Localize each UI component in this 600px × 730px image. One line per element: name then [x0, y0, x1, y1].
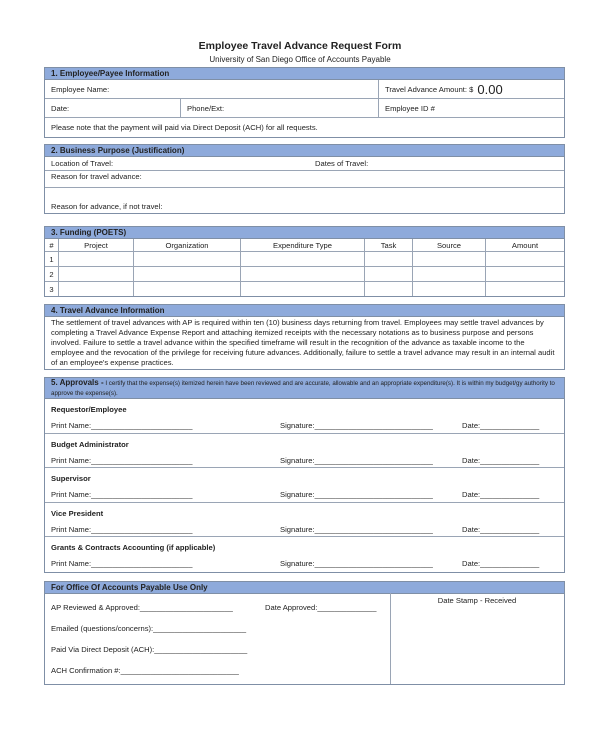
amount-cell[interactable]	[486, 252, 565, 267]
paid-via-ach-field[interactable]: Paid Via Direct Deposit (ACH):______________________	[51, 645, 248, 654]
approval-supervisor	[45, 468, 564, 503]
project-cell[interactable]	[59, 252, 134, 267]
ap-reviewed-field[interactable]: AP Reviewed & Approved:______________________	[51, 603, 233, 612]
location-field[interactable]	[45, 157, 309, 170]
section-header: 2. Business Purpose (Justification)	[45, 145, 564, 157]
funding-header-row	[45, 239, 564, 252]
print-name-field[interactable]: Print Name:________________________	[51, 524, 193, 534]
phone-label: Phone/Ext:	[187, 103, 225, 113]
approvals-header	[45, 378, 564, 399]
section-business-purpose	[44, 144, 565, 214]
role-label: Budget Administrator	[51, 439, 129, 449]
date-field[interactable]: Date:______________	[462, 524, 540, 534]
section-header: For Office Of Accounts Payable Use Only	[45, 582, 564, 594]
print-name-field[interactable]: Print Name:________________________	[51, 490, 193, 500]
employee-name-row	[45, 80, 564, 99]
column-header: Task	[365, 239, 413, 252]
source-cell[interactable]	[413, 252, 486, 267]
approvals-title: 5. Approvals -	[51, 378, 104, 387]
signature-field[interactable]: Signature:____________________________	[280, 455, 433, 465]
section-funding	[44, 226, 565, 297]
column-header: Source	[413, 239, 486, 252]
column-header: Project	[59, 239, 134, 252]
organization-cell[interactable]	[134, 252, 241, 267]
date-field[interactable]: Date:______________	[462, 421, 540, 430]
project-cell[interactable]	[59, 267, 134, 282]
funding-table	[45, 239, 564, 296]
section-header: 1. Employee/Payee Information	[45, 68, 564, 80]
employee-id-label: Employee ID #	[385, 103, 435, 113]
role-label: Vice President	[51, 508, 104, 518]
approval-budget-admin	[45, 434, 564, 469]
section-header: 4. Travel Advance Information	[45, 305, 564, 317]
amount-field[interactable]	[378, 80, 564, 98]
date-label: Date:	[51, 103, 70, 113]
section-travel-advance-info	[44, 304, 565, 370]
office-fields	[45, 593, 391, 684]
project-cell[interactable]	[59, 282, 134, 297]
task-cell[interactable]	[365, 252, 413, 267]
employee-id-field[interactable]	[378, 99, 564, 117]
print-name-field[interactable]: Print Name:________________________	[51, 421, 193, 430]
date-field[interactable]: Date:______________	[462, 559, 540, 569]
date-field[interactable]	[45, 99, 180, 117]
reason-not-travel-label: Reason for advance, if not travel:	[51, 202, 163, 211]
row-number: 3	[45, 282, 59, 297]
date-stamp-box	[390, 593, 564, 684]
section-office-use	[44, 581, 565, 685]
form-title: Employee Travel Advance Request Form	[198, 40, 402, 52]
row-number: 2	[45, 267, 59, 282]
section-employee-info	[44, 67, 565, 138]
travel-advance-policy-text: The settlement of travel advances with AP is required within ten (10) business days returning from travel. Employees may settle travel advances by completing a Travel Advance Expense Report and attaching itemized receipts with the necessary notations as to business purpose and persons involved. Failure to settle a travel advance within the specified timeframe will result in the recognition of the advance as taxable income to the employee and the revocation of the privilege for receiving future advances. Additionally, failure to settle a travel advance may result in an internal audit of an employee's expense practices.	[51, 318, 555, 367]
section-approvals	[44, 377, 565, 573]
dates-field[interactable]	[309, 157, 564, 170]
source-cell[interactable]	[413, 282, 486, 297]
section-header: 3. Funding (POETS)	[45, 227, 564, 239]
ach-note: Please note that the payment will paid via Direct Deposit (ACH) for all requests.	[51, 123, 318, 132]
date-field[interactable]: Date:______________	[462, 490, 540, 500]
signature-field[interactable]: Signature:____________________________	[280, 559, 433, 569]
reason-row	[45, 171, 564, 188]
amount-cell[interactable]	[486, 282, 565, 297]
signature-field[interactable]: Signature:____________________________	[280, 490, 433, 500]
date-row	[45, 99, 564, 118]
amount-label: Travel Advance Amount: $	[385, 84, 474, 94]
reason-not-travel-field[interactable]	[45, 188, 564, 213]
phone-field[interactable]	[180, 99, 378, 117]
dates-label: Dates of Travel:	[315, 159, 369, 168]
organization-cell[interactable]	[134, 267, 241, 282]
column-header: Expenditure Type	[241, 239, 365, 252]
expenditure-type-cell[interactable]	[241, 267, 365, 282]
form-subtitle: University of San Diego Office of Accounts Payable	[209, 55, 391, 64]
location-label: Location of Travel:	[51, 159, 114, 168]
organization-cell[interactable]	[134, 282, 241, 297]
column-header: #	[45, 239, 59, 252]
role-label: Supervisor	[51, 474, 91, 484]
employee-name-field[interactable]	[45, 80, 378, 98]
ach-confirmation-field[interactable]: ACH Confirmation #:____________________________	[51, 666, 239, 675]
expenditure-type-cell[interactable]	[241, 252, 365, 267]
employee-name-label: Employee Name:	[51, 84, 110, 94]
approval-vice-president	[45, 503, 564, 538]
task-cell[interactable]	[365, 267, 413, 282]
print-name-field[interactable]: Print Name:________________________	[51, 559, 193, 569]
column-header: Organization	[134, 239, 241, 252]
source-cell[interactable]	[413, 267, 486, 282]
table-row	[45, 267, 564, 282]
signature-field[interactable]: Signature:____________________________	[280, 421, 433, 430]
approval-requestor	[45, 399, 564, 434]
date-field[interactable]: Date:______________	[462, 455, 540, 465]
expenditure-type-cell[interactable]	[241, 282, 365, 297]
approvals-certification: I certify that the expense(s) itemized herein have been reviewed and are accurate, allowable and an appropriate expenditure(s). It is within my budget/gy authority to approve the expense(s).	[51, 380, 555, 397]
table-row	[45, 282, 564, 297]
task-cell[interactable]	[365, 282, 413, 297]
column-header: Amount	[486, 239, 565, 252]
amount-value: 0.00	[477, 81, 503, 97]
reason-label: Reason for travel advance:	[51, 172, 142, 181]
role-label: Requestor/Employee	[51, 405, 127, 414]
date-approved-field[interactable]: Date Approved:______________	[265, 603, 377, 612]
emailed-field[interactable]: Emailed (questions/concerns):______________________	[51, 624, 247, 633]
reason-not-row	[45, 188, 564, 213]
row-number: 1	[45, 252, 59, 267]
date-stamp-label: Date Stamp - Received	[437, 596, 517, 605]
note-row	[45, 118, 564, 137]
location-row	[45, 157, 564, 171]
role-label: Grants & Contracts Accounting (if applicable)	[51, 543, 216, 553]
signature-field[interactable]: Signature:____________________________	[280, 524, 433, 534]
amount-cell[interactable]	[486, 267, 565, 282]
table-row	[45, 252, 564, 267]
approval-grants-contracts	[45, 537, 564, 572]
reason-field[interactable]	[45, 171, 564, 187]
print-name-field[interactable]: Print Name:________________________	[51, 455, 193, 465]
